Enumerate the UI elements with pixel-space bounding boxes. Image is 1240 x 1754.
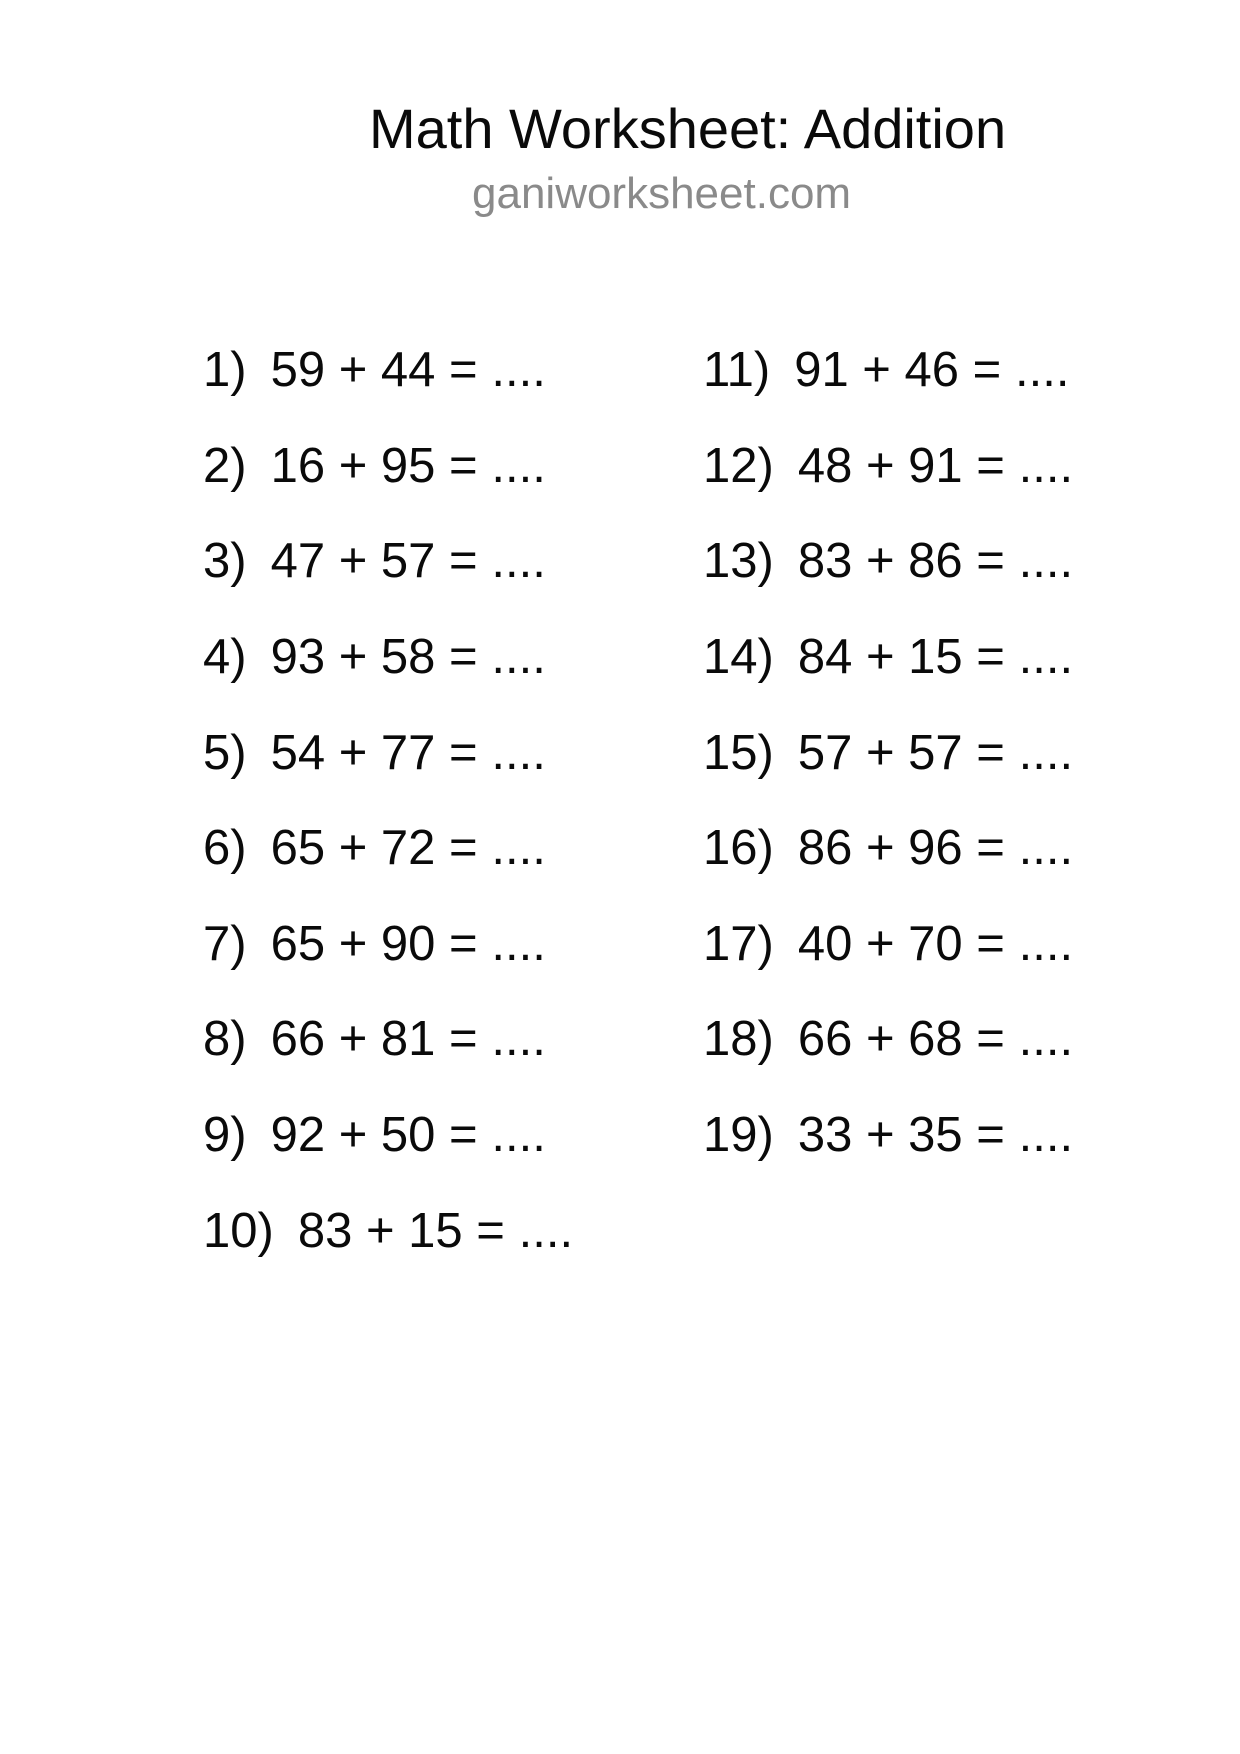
problem-number: 6)	[203, 821, 247, 876]
problem-row	[203, 610, 573, 706]
problem-row	[203, 323, 573, 419]
problem-row	[203, 897, 573, 993]
answer-blank: ....	[491, 1012, 546, 1067]
problem-expression: 83 + 86 =	[797, 534, 1005, 589]
answer-blank: ....	[491, 725, 546, 780]
answer-blank: ....	[491, 821, 546, 876]
problem-row	[203, 1183, 573, 1279]
problem-expression: 83 + 15 =	[297, 1203, 505, 1258]
answer-blank: ....	[1018, 725, 1074, 780]
answer-blank: ....	[491, 1108, 546, 1163]
problem-row	[703, 419, 1073, 515]
problem-number: 14)	[703, 630, 774, 685]
problem-expression: 47 + 57 =	[270, 534, 478, 589]
problem-expression: 66 + 81 =	[270, 1012, 478, 1067]
problem-number: 13)	[703, 534, 774, 589]
problem-number: 10)	[203, 1203, 274, 1258]
answer-blank: ....	[491, 630, 546, 685]
problem-row	[703, 705, 1073, 801]
problem-expression: 57 + 57 =	[797, 725, 1005, 780]
page-title: Math Worksheet: Addition	[369, 97, 1007, 160]
problem-expression: 86 + 96 =	[797, 821, 1005, 876]
problem-row	[203, 992, 573, 1088]
problem-row	[703, 610, 1073, 706]
problem-row	[703, 992, 1073, 1088]
problem-number: 19)	[703, 1108, 774, 1163]
answer-blank: ....	[1018, 1012, 1074, 1067]
problem-expression: 84 + 15 =	[797, 630, 1005, 685]
answer-blank: ....	[491, 534, 546, 589]
problem-number: 11)	[703, 343, 771, 398]
answer-blank: ....	[1018, 630, 1074, 685]
site-name: ganiworksheet.com	[472, 169, 852, 218]
problem-row	[203, 514, 573, 610]
problem-number: 18)	[703, 1012, 774, 1067]
problem-expression: 48 + 91 =	[797, 438, 1005, 493]
problem-number: 17)	[703, 916, 774, 971]
problem-row	[703, 514, 1073, 610]
answer-blank: ....	[491, 438, 546, 493]
problem-number: 8)	[203, 1012, 247, 1067]
answer-blank: ....	[1014, 343, 1070, 398]
problems-column-right	[703, 323, 1073, 1183]
problem-expression: 66 + 68 =	[797, 1012, 1005, 1067]
answer-blank: ....	[518, 1203, 574, 1258]
problem-expression: 91 + 46 =	[794, 343, 1002, 398]
problem-row	[203, 705, 573, 801]
problem-row	[703, 323, 1073, 419]
answer-blank: ....	[1018, 438, 1074, 493]
problem-expression: 59 + 44 =	[270, 343, 478, 398]
problem-number: 15)	[703, 725, 774, 780]
problem-expression: 33 + 35 =	[797, 1108, 1005, 1163]
answer-blank: ....	[1018, 1108, 1074, 1163]
problem-expression: 93 + 58 =	[270, 630, 478, 685]
problem-number: 3)	[203, 534, 247, 589]
problem-row	[203, 801, 573, 897]
answer-blank: ....	[491, 343, 546, 398]
problem-number: 2)	[203, 438, 247, 493]
problem-row	[203, 1088, 573, 1184]
problem-expression: 16 + 95 =	[270, 438, 478, 493]
problem-row	[703, 801, 1073, 897]
answer-blank: ....	[1018, 916, 1074, 971]
problem-number: 1)	[203, 343, 247, 398]
answer-blank: ....	[491, 916, 546, 971]
problems-column-left	[203, 323, 573, 1279]
problem-number: 16)	[703, 821, 774, 876]
problem-number: 7)	[203, 916, 247, 971]
answer-blank: ....	[1018, 821, 1074, 876]
problem-expression: 40 + 70 =	[797, 916, 1005, 971]
answer-blank: ....	[1018, 534, 1074, 589]
problem-expression: 65 + 72 =	[270, 821, 478, 876]
problem-expression: 65 + 90 =	[270, 916, 478, 971]
problem-row	[203, 419, 573, 515]
problem-number: 4)	[203, 630, 247, 685]
problem-number: 12)	[703, 438, 774, 493]
problem-row	[703, 897, 1073, 993]
problem-expression: 54 + 77 =	[270, 725, 478, 780]
problem-number: 5)	[203, 725, 247, 780]
problem-row	[703, 1088, 1073, 1184]
problem-number: 9)	[203, 1108, 247, 1163]
problem-expression: 92 + 50 =	[270, 1108, 478, 1163]
